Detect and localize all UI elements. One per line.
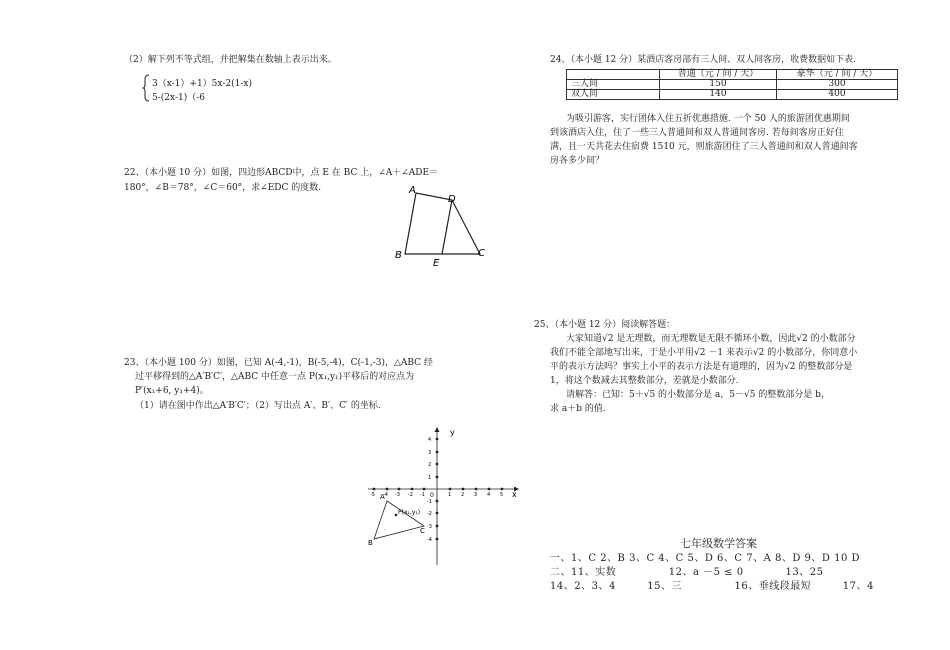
label-b: B [368,539,373,547]
q25-line3: 我们不能全部地写出来，于是小平用√2 －1 来表示√2 的小数部分，你同意小 [550,348,858,358]
segment-de [442,200,452,254]
label-a: A [409,185,416,196]
x-tick-label: -5 [370,492,375,498]
y-tick-label: -3 [427,524,432,530]
q25-line1: 25、（本小题 12 分）阅读解答题： [534,320,676,330]
y-arrow-icon [435,427,440,432]
q22-line2: 180°，∠B＝78°，∠C＝60°，求∠EDC 的度数. [124,183,322,193]
x-tick-label: -2 [408,492,413,498]
q23-line2: 过平移得到的△A′B′C′，△ABC 中任意一点 P(x₁,y₁)平移后的对应点为 [135,372,415,382]
x-tick-label: 2 [461,492,465,498]
quadrilateral-shape [405,193,480,254]
x-tick-label: -3 [395,492,400,498]
label-c: C [478,248,485,259]
answers-title: 七年级数学答案 [680,537,757,550]
q25-line7: 求 a＋b 的值. [550,404,606,414]
label-c: C [420,527,425,535]
brace-icon [142,74,150,102]
answers-line1: 一、1、C 2、B 3、C 4、C 5、D 6、C 7、A 8、D 9、D 10 D [550,553,861,564]
table-header-cell: 豪华（元 / 间 / 天） [777,70,898,80]
y-tick-label: -4 [427,537,432,543]
table-header-cell: 普通（元 / 间 / 天） [660,70,777,80]
table-row [567,80,898,90]
table-cell: 300 [777,80,898,90]
point-p [395,514,398,517]
inequality-1: 3（x-1）+1）5x-2(1-x) [152,79,252,89]
q24-para3: 满，且一天共花去住宿费 1510 元，则旅游团住了三人普通间和双人普通间客 [550,142,858,152]
x-tick-label: -1 [420,492,425,498]
label-p: P(x₁,y₁) [398,509,421,516]
q24-para4: 房各多少间？ [550,156,605,166]
inequality-2: 5-(2x-1)（-6 [152,93,205,103]
q23-line1: 23、（本小题 100 分）如图，已知 A(-4,-1)，B(-5,-4)，C(-1,-3)，△ABC 经 [124,358,433,368]
label-b: B [395,250,402,261]
origin-label: 0 [430,492,434,499]
coordinate-figure [360,425,530,570]
q25-line6: 请解答：已知：5＋√5 的小数部分是 a，5－√5 的整数部分是 b， [566,390,830,400]
label-d: D [448,194,456,205]
table-header-row [567,70,898,80]
x-tick-label: 1 [448,492,452,498]
table-cell: 400 [777,90,898,100]
q24-line1: 24、（本小题 12 分）某酒店客房部有三人间、双人间客房，收费数据如下表. [550,55,856,65]
triangle-abc [374,501,424,539]
y-tick-label: 4 [428,437,432,443]
table-cell: 三人间 [567,80,660,90]
q2-intro: （2）解下列不等式组，并把解集在数轴上表示出来。 [124,55,337,65]
x-tick-label: 5 [500,492,504,498]
q25-line4: 平的表示方法吗？事实上小平的表示方法是有道理的，因为√2 的整数部分是 [550,362,853,372]
table-header-cell [567,70,660,80]
table-cell: 双人间 [567,90,660,100]
y-tick-label: 3 [428,450,432,456]
label-a: A [380,493,385,501]
q23-line4: （1）请在图中作出△A′B′C′；（2）写出点 A′、B′、C′ 的坐标. [135,401,381,411]
inequality-system [142,74,342,104]
x-tick-label: 4 [487,492,491,498]
q24-para1: 为吸引游客，实行团体入住五折优惠措施. 一个 50 人的旅游团优惠期间 [566,114,850,124]
answers-line2: 二、11、实数 12、a －5 ≤ 0 13、25 [550,567,824,578]
price-table [566,69,898,100]
x-axis-label: x [512,490,517,499]
x-tick-label: -4 [383,492,388,498]
y-tick-label: -2 [427,511,432,517]
table-cell: 140 [660,90,777,100]
table-cell: 150 [660,80,777,90]
y-tick-label: 2 [428,462,432,468]
q25-line2: 大家知道√2 是无理数，而无理数是无限不循环小数，因此√2 的小数部分 [566,334,856,344]
q25-line5: 1，将这个数减去其整数部分，差就是小数部分. [550,376,739,386]
table-row [567,90,898,100]
y-tick-label: -1 [427,499,432,505]
q22-line1: 22、（本小题 10 分）如图，四边形ABCD中，点 E 在 BC 上，∠A＋∠ADE＝ [124,168,439,178]
answers-line3: 14、2、3、4 15、三 16、垂线段最短 17、4 [550,581,874,592]
quadrilateral-figure [390,182,500,268]
q24-para2: 到该酒店入住，住了一些三人普通间和双人普通间客房. 若每间客房正好住 [550,128,844,138]
q23-line3: P′(x₁+6, y₁+4)。 [135,386,209,396]
y-axis-label: y [450,428,455,437]
x-tick-label: 3 [474,492,478,498]
y-tick-label: 1 [428,475,432,481]
label-e: E [433,258,440,268]
